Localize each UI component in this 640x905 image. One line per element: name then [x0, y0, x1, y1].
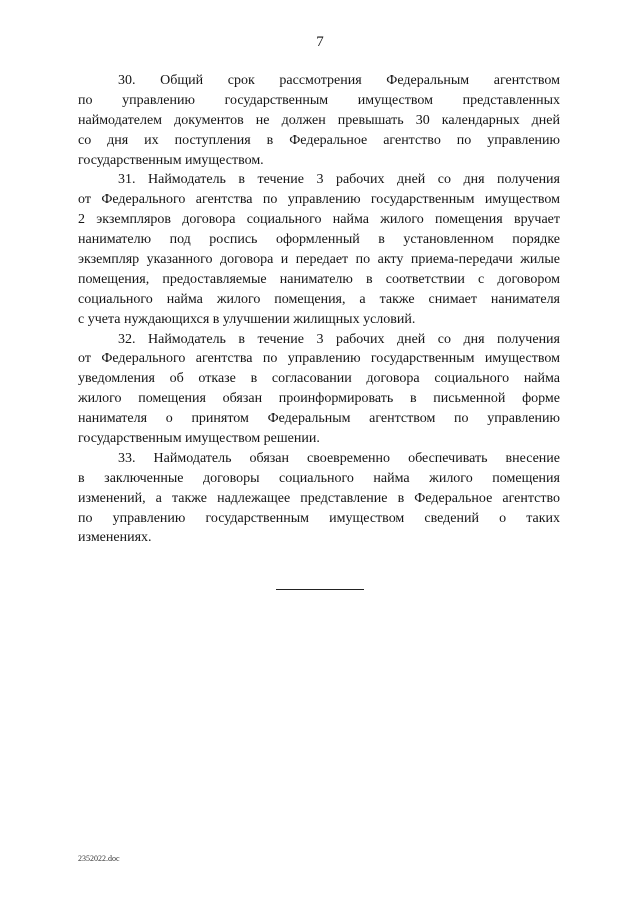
- text-line: социального найма жилого помещения, а также снимает нанимателя: [78, 291, 560, 307]
- text-line: со дня их поступления в Федеральное агентство по управлению: [78, 132, 560, 148]
- text-line: наймодателем документов не должен превышать 30 календарных дней: [78, 112, 560, 128]
- text-line: с учета нуждающихся в улучшении жилищных условий.: [78, 311, 416, 327]
- page-number: 7: [316, 34, 324, 50]
- text-line: изменениях.: [78, 530, 152, 546]
- text-line: 32. Наймодатель в течение 3 рабочих дней со дня получения: [118, 331, 560, 347]
- text-line: нанимателю под роспись оформленный в установленном порядке: [78, 232, 560, 248]
- text-line: по управлению государственным имуществом сведений о таких: [78, 510, 560, 526]
- text-line: помещения, предоставляемые нанимателю в соответствии с договором: [78, 271, 560, 287]
- text-line: 2 экземпляров договора социального найма жилого помещения вручает: [78, 212, 560, 228]
- paragraph-31: [78, 170, 560, 329]
- text-line: 33. Наймодатель обязан своевременно обеспечивать внесение: [118, 450, 560, 466]
- paragraph-33: [78, 449, 560, 548]
- text-line: государственным имуществом решении.: [78, 431, 320, 447]
- text-line: 31. Наймодатель в течение 3 рабочих дней со дня получения: [118, 172, 560, 188]
- text-line: нанимателя о принятом Федеральным агентством по управлению: [78, 411, 560, 427]
- end-divider: [276, 589, 364, 590]
- paragraph-32: [78, 330, 560, 449]
- text-line: экземпляр указанного договора и передает по акту приема-передачи жилые: [78, 252, 560, 268]
- footer-filename: 2352022.doc: [78, 854, 120, 863]
- text-line: от Федерального агентства по управлению государственным имуществом: [78, 192, 560, 208]
- text-line: жилого помещения обязан проинформировать в письменной форме: [78, 391, 560, 407]
- text-line: государственным имуществом.: [78, 152, 264, 168]
- document-body: [78, 71, 560, 548]
- paragraph-30: [78, 71, 560, 170]
- text-line: 30. Общий срок рассмотрения Федеральным агентством: [118, 73, 560, 88]
- text-line: уведомления об отказе в согласовании договора социального найма: [78, 371, 560, 387]
- text-line: в заключенные договоры социального найма жилого помещения: [78, 470, 560, 486]
- text-line: изменений, а также надлежащее представление в Федеральное агентство: [78, 490, 560, 506]
- text-line: по управлению государственным имуществом представленных: [78, 92, 560, 108]
- text-line: от Федерального агентства по управлению государственным имуществом: [78, 351, 560, 367]
